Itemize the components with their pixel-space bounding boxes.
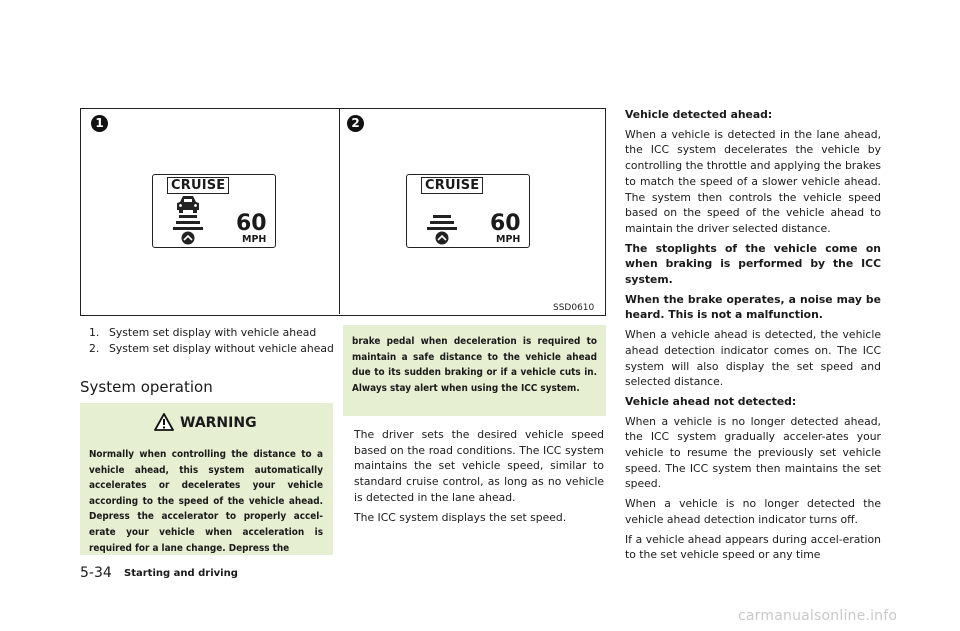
panel-1-number: 1 xyxy=(91,115,108,132)
warning-triangle-icon xyxy=(154,413,174,431)
paragraph-vehicle-detected: When a vehicle is detected in the lane ahead, the ICC system decelerates the vehicle by controlling the throttle and applying the brakes to match the speed of a slower vehicle ahead. The system then controls the vehicle speed based on the speed of the vehicle ahead to maintain the driver selected distance. xyxy=(625,127,881,235)
caption-2-text: System set display without vehicle ahead xyxy=(109,342,334,355)
paragraph-indicator-off: When a vehicle is no longer detected the vehicle ahead detection indicator turns off. xyxy=(625,497,881,526)
right-column xyxy=(625,107,881,563)
warning-text-part1: Normally when controlling the distance to a vehicle ahead, this system automatically accelerates or decelerates your vehicle according to the speed of the vehicle ahead. Depress the accelerator to properly accel-erate your vehicle when acceleration is required for a lane change. Depress the xyxy=(89,449,323,554)
heading-not-detected: Vehicle ahead not detected: xyxy=(625,394,797,408)
caption-1-text: System set display with vehicle ahead xyxy=(109,326,317,339)
warning-text-part2: brake pedal when deceleration is required to maintain a safe distance to the vehicle ahead due to its sudden braking or if a vehicle cuts in. Always stay alert when using the ICC system. xyxy=(352,336,597,394)
caption-1-num: 1. xyxy=(89,326,100,339)
footer-section-title: Starting and driving xyxy=(124,568,238,579)
paragraph-vehicle-appears: If a vehicle ahead appears during accel-eration to the set vehicle speed or any time xyxy=(625,532,881,562)
set-speed-value: 60 xyxy=(490,211,521,236)
speed-unit: MPH xyxy=(242,234,267,245)
paragraph-not-detected: When a vehicle is no longer detected ahead, the ICC system gradually acceler-ates your vehicle to resume the previously set vehicle speed. The ICC system then maintains the set speed. xyxy=(625,414,881,491)
paragraph-displays-speed: The ICC system displays the set speed. xyxy=(354,510,567,524)
speed-unit: MPH xyxy=(496,234,521,245)
page-number: 5-34 xyxy=(80,565,112,581)
watermark: carmanualsonline.info xyxy=(738,608,898,624)
set-speed-value: 60 xyxy=(236,211,267,236)
caption-2-num: 2. xyxy=(89,342,100,355)
note-brake-noise: When the brake operates, a noise may be heard. This is not a malfunction. xyxy=(625,292,881,322)
cruise-label: CRUISE xyxy=(167,177,229,194)
panel-2-number: 2 xyxy=(347,115,364,132)
paragraph-set-speed: The driver sets the desired vehicle speed based on the road conditions. The ICC system maintains the set vehicle speed, similar to standard cruise control, as long as no vehicle is detected in the lane ahead. xyxy=(354,428,604,504)
paragraph-detection-indicator: When a vehicle ahead is detected, the vehicle ahead detection indicator comes on. The ICC system will also display the set speed and selected distance. xyxy=(625,328,881,389)
section-heading: System operation xyxy=(80,378,213,396)
vehicle-ahead-indicator-icon xyxy=(170,193,206,245)
warning-title: WARNING xyxy=(180,415,257,431)
no-vehicle-indicator-icon xyxy=(424,193,460,245)
note-stoplights: The stoplights of the vehicle come on when braking is performed by the ICC system. xyxy=(625,241,881,287)
cruise-label: CRUISE xyxy=(421,177,483,194)
middle-column xyxy=(354,427,604,525)
figure-code: SSD0610 xyxy=(553,303,595,313)
heading-vehicle-detected: Vehicle detected ahead: xyxy=(625,108,773,121)
figure-divider xyxy=(339,108,340,314)
